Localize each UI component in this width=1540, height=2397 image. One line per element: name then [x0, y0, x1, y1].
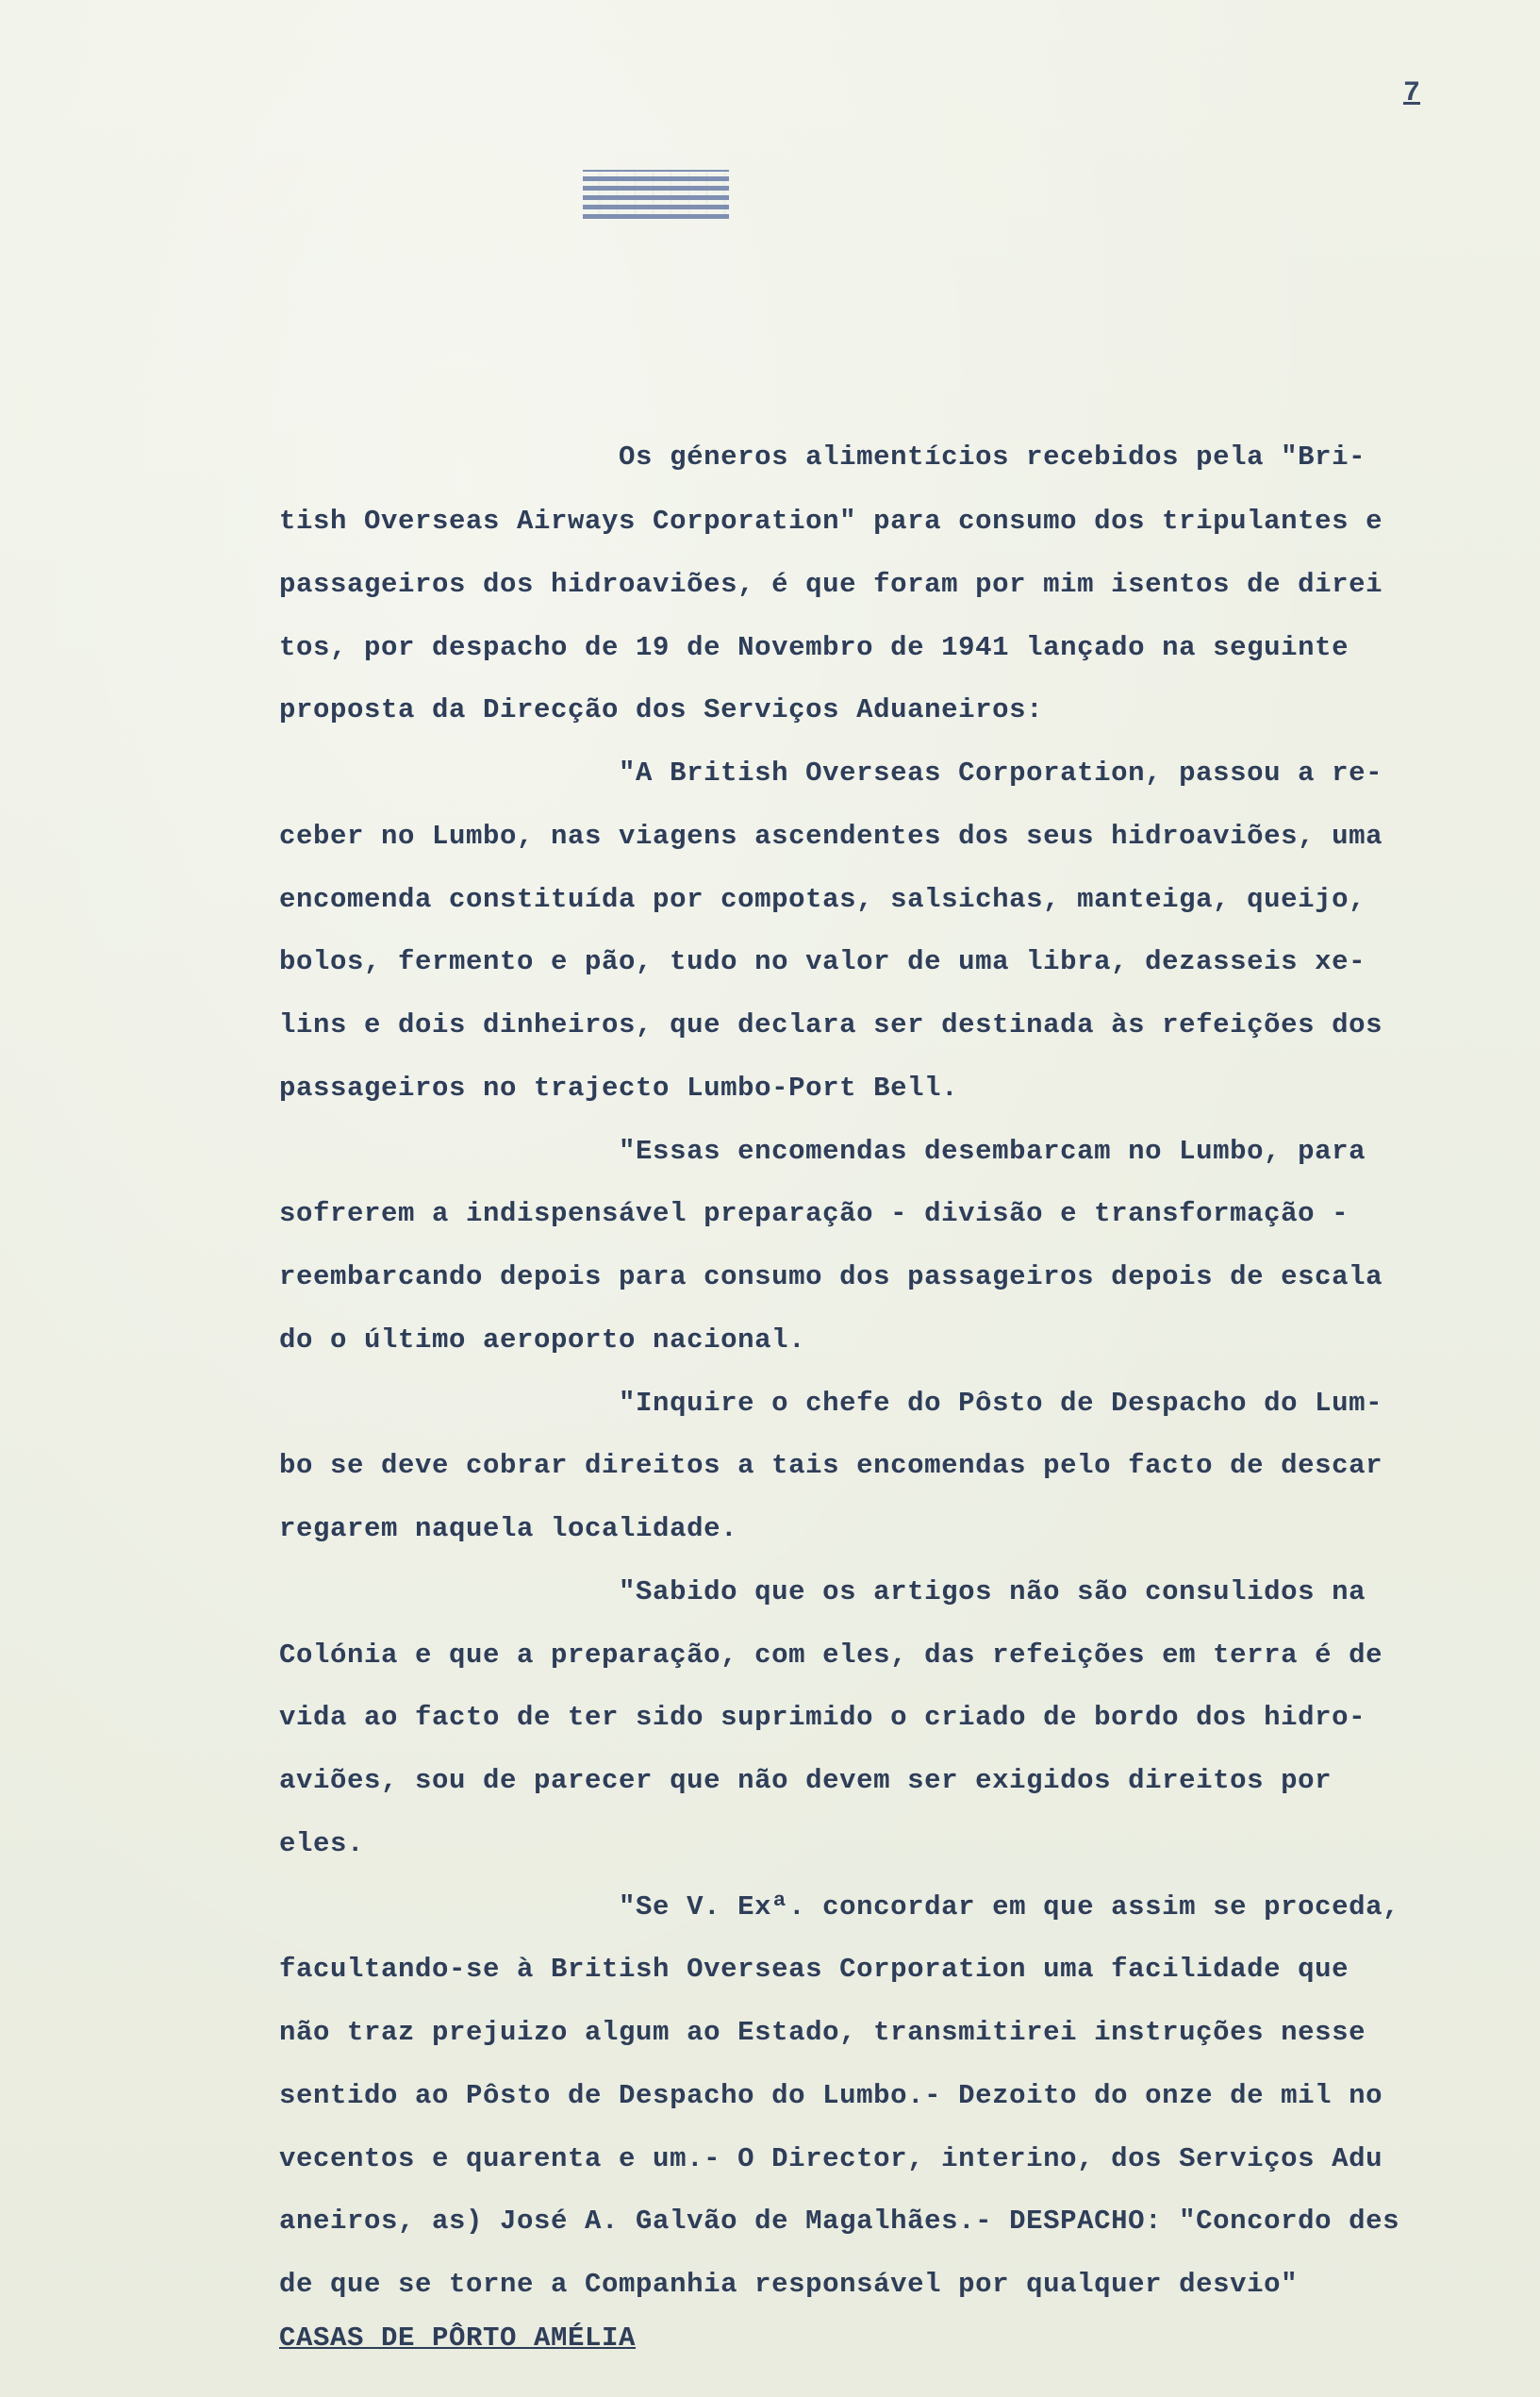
text-line: ceber no Lumbo, nas viagens ascendentes dos seus hidroaviões, uma [279, 821, 1383, 852]
text-line: eles. [279, 1828, 365, 1859]
text-line: "Essas encomendas desembarcam no Lumbo, para [279, 1136, 1366, 1167]
text-line: do o último aeroporto nacional. [279, 1324, 806, 1356]
text-line: vida ao facto de ter sido suprimido o criado de bordo dos hidro- [279, 1702, 1366, 1733]
text-line: lins e dois dinheiros, que declara ser destinada às refeições dos [279, 1009, 1383, 1040]
text-line: sentido ao Pôsto de Despacho do Lumbo.- Dezoito do onze de mil no [279, 2080, 1383, 2111]
text-line: não traz prejuizo algum ao Estado, transmitirei instruções nesse [279, 2017, 1366, 2048]
text-line: aviões, sou de parecer que não devem ser exigidos direitos por [279, 1765, 1333, 1796]
page-number: 7 [1403, 77, 1421, 109]
text-line: tos, por despacho de 19 de Novembro de 1941 lançado na seguinte [279, 632, 1350, 663]
text-line: passageiros no trajecto Lumbo-Port Bell. [279, 1073, 959, 1104]
text-line: "Se V. Exª. concordar em que assim se proceda, [279, 1891, 1400, 1923]
text-line: aneiros, as) José A. Galvão de Magalhães.- DESPACHO: "Concordo des [279, 2206, 1400, 2237]
text-line: "A British Overseas Corporation, passou a re- [279, 757, 1383, 789]
text-line: regarem naquela localidade. [279, 1513, 738, 1544]
text-line: "Inquire o chefe do Pôsto de Despacho do Lum- [279, 1388, 1383, 1419]
text-line: bo se deve cobrar direitos a tais encomendas pelo facto de descar [279, 1450, 1383, 1481]
text-line: Colónia e que a preparação, com eles, das refeições em terra é de [279, 1640, 1383, 1671]
text-line: "Sabido que os artigos não são consulidos na [279, 1576, 1366, 1607]
text-line: Os géneros alimentícios recebidos pela "Bri- [279, 441, 1366, 473]
text-line: proposta da Direcção dos Serviços Aduaneiros: [279, 694, 1044, 725]
text-line: sofrerem a indispensável preparação - divisão e transformação - [279, 1198, 1350, 1229]
text-line: encomenda constituída por compotas, salsichas, manteiga, queijo, [279, 884, 1366, 915]
text-line: bolos, fermento e pão, tudo no valor de uma libra, dezasseis xe- [279, 946, 1366, 977]
typed-marker-block [583, 170, 729, 219]
text-line: vecentos e quarenta e um.- O Director, interino, dos Serviços Adu [279, 2143, 1383, 2174]
text-line: tish Overseas Airways Corporation" para consumo dos tripulantes e [279, 506, 1383, 537]
text-line: passageiros dos hidroaviões, é que foram por mim isentos de direi [279, 569, 1383, 600]
text-line: facultando-se à British Overseas Corporation uma facilidade que [279, 1954, 1350, 1985]
text-line: de que se torne a Companhia responsável por qualquer desvio" [279, 2269, 1299, 2300]
text-line: reembarcando depois para consumo dos passageiros depois de escala [279, 1261, 1383, 1292]
section-heading: CASAS DE PÔRTO AMÉLIA [279, 2322, 637, 2354]
